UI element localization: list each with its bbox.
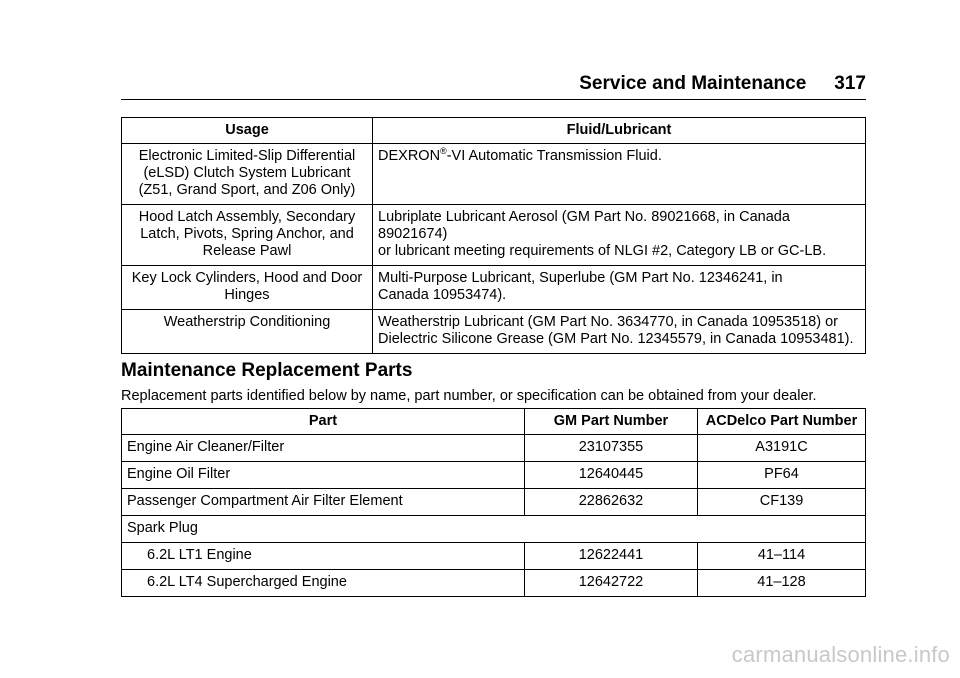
header-title-block [579, 73, 866, 95]
acdelco-part-cell: A3191C [698, 435, 866, 462]
part-header: Part [122, 409, 525, 435]
usage-line: Release Pawl [202, 243, 292, 259]
fluid-line: or lubricant meeting requirements of NLGI #2, Category LB or GC-LB. [378, 243, 827, 259]
usage-line: Hood Latch Assembly, Secondary [138, 209, 356, 225]
fluid-line: Lubriplate Lubricant Aerosol (GM Part No. 89021668, in Canada 89021674) [378, 209, 790, 242]
usage-line: Weatherstrip Conditioning [163, 314, 331, 330]
table-row [122, 462, 866, 489]
table-row [122, 543, 866, 570]
header-title: Service and Maintenance [579, 73, 807, 94]
acdelco-part-cell: 41–128 [698, 570, 866, 597]
intro-text: Replacement parts identified below by name, part number, or specification can be obtained from your dealer. [121, 388, 817, 404]
fluid-text: -VI Automatic Transmission Fluid. [446, 148, 662, 164]
usage-line: Latch, Pivots, Spring Anchor, and [140, 226, 354, 242]
gm-part-cell: 12640445 [525, 462, 698, 489]
table-row [122, 266, 866, 310]
usage-line: (Z51, Grand Sport, and Z06 Only) [138, 182, 356, 198]
gm-part-cell: 12622441 [525, 543, 698, 570]
fluid-cell [373, 144, 866, 205]
fluid-line: Weatherstrip Lubricant (GM Part No. 3634770, in Canada 10953518) or [378, 314, 838, 330]
part-cell: Passenger Compartment Air Filter Element [122, 489, 525, 516]
table-row [122, 435, 866, 462]
usage-line: Key Lock Cylinders, Hood and Door [131, 270, 363, 286]
usage-line: Hinges [224, 287, 270, 303]
usage-header: Usage [122, 118, 373, 144]
fluids-table [121, 117, 866, 354]
section-title: Maintenance Replacement Parts [121, 360, 413, 381]
usage-cell [122, 144, 373, 205]
gm-part-number-header: GM Part Number [525, 409, 698, 435]
table-row [122, 205, 866, 266]
part-group-cell: Spark Plug [122, 516, 866, 543]
table-header-row [122, 409, 866, 435]
table-row [122, 570, 866, 597]
page-number: 317 [834, 73, 866, 94]
usage-cell [122, 310, 373, 354]
gm-part-cell: 22862632 [525, 489, 698, 516]
usage-line: Electronic Limited-Slip Differential [138, 148, 356, 164]
usage-cell [122, 266, 373, 310]
table-row [122, 144, 866, 205]
fluid-cell [373, 266, 866, 310]
acdelco-part-cell: PF64 [698, 462, 866, 489]
usage-line: (eLSD) Clutch System Lubricant [143, 165, 351, 181]
part-cell: 6.2L LT1 Engine [122, 543, 525, 570]
gm-part-cell: 23107355 [525, 435, 698, 462]
fluid-line: Dielectric Silicone Grease (GM Part No. 12345579, in Canada 10953481). [378, 331, 854, 347]
table-row [122, 310, 866, 354]
part-cell: Engine Oil Filter [122, 462, 525, 489]
table-row [122, 489, 866, 516]
part-cell: Engine Air Cleaner/Filter [122, 435, 525, 462]
fluid-header: Fluid/Lubricant [373, 118, 866, 144]
table-row [122, 516, 866, 543]
fluid-cell [373, 310, 866, 354]
registered-mark: ® [440, 146, 447, 156]
usage-cell [122, 205, 373, 266]
fluid-line: Canada 10953474). [378, 287, 507, 303]
gm-part-cell: 12642722 [525, 570, 698, 597]
page-header [121, 70, 866, 100]
acdelco-part-number-header: ACDelco Part Number [698, 409, 866, 435]
part-cell: 6.2L LT4 Supercharged Engine [122, 570, 525, 597]
fluid-text: DEXRON [378, 148, 441, 164]
fluid-line: Multi-Purpose Lubricant, Superlube (GM Part No. 12346241, in [378, 270, 783, 286]
parts-table [121, 408, 866, 597]
acdelco-part-cell: 41–114 [698, 543, 866, 570]
watermark: carmanualsonline.info [731, 642, 950, 667]
table-header-row [122, 118, 866, 144]
acdelco-part-cell: CF139 [698, 489, 866, 516]
fluid-cell [373, 205, 866, 266]
